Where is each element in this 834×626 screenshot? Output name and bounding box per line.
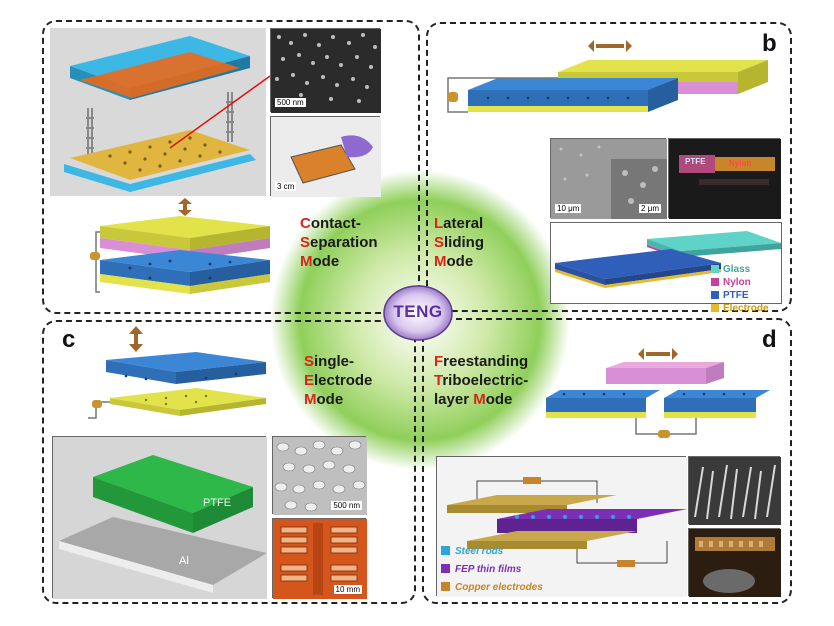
panel-b-mode-title xyxy=(434,214,484,271)
legend-swatch xyxy=(711,304,719,312)
mode-b-rest3: ode xyxy=(446,253,474,270)
panel-b-layer-diagram xyxy=(550,222,782,314)
panel-a-photo-scale: 3 cm xyxy=(277,182,295,191)
panel-a-sem-image xyxy=(270,28,380,112)
panel-b-photo-nylon: Nylon xyxy=(729,159,752,168)
mode-a-cap2: S xyxy=(300,234,311,251)
mode-a-cap1: C xyxy=(300,215,311,232)
panel-d-device-illustration xyxy=(436,456,686,596)
legend-label: Glass xyxy=(723,264,751,275)
legend-swatch xyxy=(711,265,719,273)
mode-c-rest3: ode xyxy=(316,391,344,408)
panel-b-sliding-device xyxy=(448,38,778,134)
copper-electrode-icon xyxy=(441,582,450,591)
legend-item xyxy=(711,289,769,302)
legend-label: Steel rods xyxy=(455,546,504,557)
panel-b-letter: b xyxy=(762,30,777,57)
mode-d-pre3: layer xyxy=(434,391,474,408)
mode-c-cap3: M xyxy=(304,391,317,408)
mode-d-cap2: T xyxy=(434,372,443,389)
mode-a-rest1: ontact- xyxy=(310,215,361,232)
mode-d-cap1: F xyxy=(434,353,444,370)
panel-d-legend xyxy=(441,543,543,597)
mode-b-rest2: liding xyxy=(444,234,485,251)
panel-a-device-illustration xyxy=(50,28,266,196)
panel-a-schematic xyxy=(90,198,280,308)
panel-d-mode-title xyxy=(434,352,528,409)
legend-swatch xyxy=(711,291,719,299)
panel-d-letter: d xyxy=(762,326,777,353)
mode-b-cap1: L xyxy=(434,215,444,232)
panel-d-device-photo xyxy=(688,528,780,596)
panel-b-sem-image xyxy=(550,138,666,218)
mode-a-rest2: eparation xyxy=(310,234,378,251)
panel-d-sem-image xyxy=(688,456,780,524)
panel-b-sem-scale-2: 2 μm xyxy=(641,204,659,213)
legend-swatch xyxy=(711,278,719,286)
panel-c-sem-scale: 500 nm xyxy=(333,501,360,510)
panel-c-layer-illustration xyxy=(52,436,266,598)
mode-d-rest3: ode xyxy=(485,391,513,408)
legend-label: PTFE xyxy=(723,290,749,301)
steel-rods-icon xyxy=(441,546,450,555)
mode-b-cap2: S xyxy=(434,234,445,251)
panel-b-device-photo xyxy=(668,138,780,218)
mode-d-rest1: reestanding xyxy=(443,353,529,370)
legend-label: FEP thin films xyxy=(455,564,522,575)
panel-a-mode-title xyxy=(300,214,378,271)
mode-c-cap1: S xyxy=(304,353,315,370)
legend-item xyxy=(711,276,769,289)
mode-d-rest2: riboelectric- xyxy=(442,372,529,389)
panel-c-device-photo xyxy=(272,518,366,598)
legend-label: Nylon xyxy=(723,277,751,288)
mode-a-cap3: M xyxy=(300,253,313,270)
panel-d-freestanding-schematic xyxy=(540,348,772,444)
panel-b-legend xyxy=(711,263,769,315)
legend-item xyxy=(441,543,543,561)
mode-b-cap3: M xyxy=(434,253,447,270)
panel-c-schematic xyxy=(86,326,276,430)
panel-c-ptfe-label: PTFE xyxy=(203,497,232,509)
mode-c-rest2: lectrode xyxy=(314,372,373,389)
panel-a-device-photo xyxy=(270,116,380,196)
teng-label: TENG xyxy=(393,302,443,321)
panel-c-mode-title xyxy=(304,352,372,409)
mode-c-cap2: E xyxy=(304,372,315,389)
legend-label: Electrode xyxy=(723,303,769,314)
legend-item xyxy=(441,561,543,579)
panel-b-photo-ptfe: PTFE xyxy=(685,157,706,166)
mode-a-rest3: ode xyxy=(312,253,340,270)
panel-b-sem-scale-1: 10 μm xyxy=(557,204,580,213)
legend-label: Copper electrodes xyxy=(455,582,543,593)
mode-c-rest1: ingle- xyxy=(314,353,355,370)
panel-c-photo-scale: 10 mm xyxy=(335,585,360,594)
mode-b-rest1: ateral xyxy=(443,215,484,232)
panel-c-al-label: Al xyxy=(179,555,189,567)
legend-item xyxy=(441,579,543,597)
mode-d-cap3: M xyxy=(473,391,486,408)
panel-c-letter: c xyxy=(62,326,76,353)
fep-film-icon xyxy=(441,564,450,573)
panel-c-sem-image xyxy=(272,436,366,514)
legend-item xyxy=(711,302,769,315)
panel-a-sem-scale: 500 nm xyxy=(277,98,304,107)
legend-item xyxy=(711,263,769,276)
